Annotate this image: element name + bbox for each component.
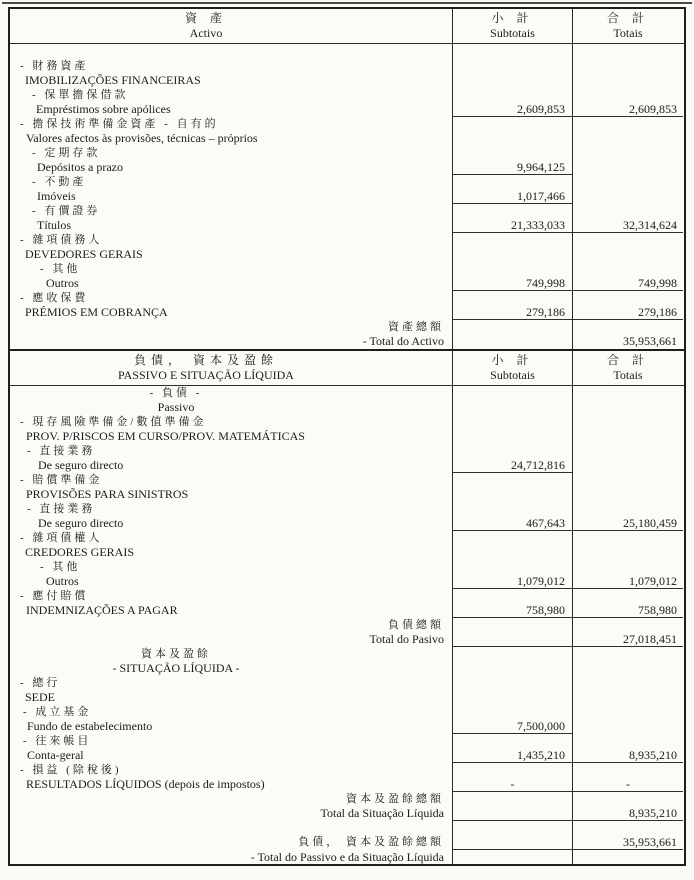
total-cell bbox=[572, 386, 683, 401]
row-label: - Total do Passivo e da Situação Líquida bbox=[250, 849, 444, 864]
subtotal-cell bbox=[452, 661, 572, 676]
subtotal-cell bbox=[452, 262, 572, 277]
row-label: - 賠償準備金 bbox=[20, 473, 103, 486]
subtotal-cell: 758,980 bbox=[452, 603, 572, 618]
subtotal-cell bbox=[452, 44, 572, 59]
balance-sheet bbox=[8, 7, 686, 866]
subtotal-cell bbox=[452, 734, 572, 749]
subtotal-cell bbox=[452, 59, 572, 74]
table-row bbox=[10, 88, 684, 103]
total-cell bbox=[572, 734, 683, 749]
total-cell bbox=[572, 647, 683, 662]
total-cell bbox=[572, 690, 683, 705]
subtotal-cell bbox=[452, 320, 572, 335]
row-label: - 有價證券 bbox=[32, 204, 101, 217]
subtotal-cell bbox=[452, 291, 572, 306]
subtotal-cell bbox=[452, 821, 572, 836]
subtotal-cell bbox=[452, 444, 572, 459]
subtotal-cell bbox=[452, 247, 572, 262]
subtotal-cell: 1,435,210 bbox=[452, 748, 572, 763]
table-row bbox=[10, 429, 684, 444]
table-row bbox=[10, 276, 684, 291]
header-label-cn: 負債， 資本及盈餘 bbox=[133, 352, 278, 367]
table-row bbox=[10, 146, 684, 161]
row-label: Passivo bbox=[157, 400, 195, 414]
total-cell bbox=[572, 146, 683, 161]
row-label: - 損益 (除稅後) bbox=[20, 763, 122, 776]
header-subtotals-cn: 小 計 bbox=[491, 352, 534, 367]
table-row bbox=[10, 415, 684, 430]
row-label: - 雜項債務人 bbox=[20, 233, 103, 246]
row-label: - 應付賠償 bbox=[20, 589, 89, 602]
row-label: CREDORES GERAIS bbox=[25, 545, 135, 559]
table-row bbox=[10, 386, 684, 401]
total-cell: 8,935,210 bbox=[572, 748, 683, 763]
total-cell bbox=[572, 763, 683, 778]
total-cell bbox=[572, 73, 683, 88]
row-label: - 擔保技術準備金資產 - 自有的 bbox=[20, 117, 219, 130]
table-row bbox=[10, 835, 684, 850]
total-cell: - bbox=[572, 777, 683, 792]
row-label: - 成立基金 bbox=[23, 705, 92, 718]
row-label: - 雜項債權人 bbox=[20, 531, 103, 544]
table-row bbox=[10, 473, 684, 488]
row-label: Outros bbox=[46, 276, 79, 290]
activo-table bbox=[10, 9, 684, 349]
header-totals bbox=[572, 9, 683, 43]
header-totals-cn: 合 計 bbox=[606, 352, 649, 367]
total-cell: 35,953,661 bbox=[572, 334, 683, 349]
table-row bbox=[10, 777, 684, 792]
table-row bbox=[10, 262, 684, 277]
row-label: Fundo de estabelecimento bbox=[27, 719, 153, 733]
row-label: Total do Pasivo bbox=[369, 632, 444, 646]
subtotal-cell bbox=[452, 487, 572, 502]
row-label: - 負債 - bbox=[149, 386, 203, 399]
total-cell bbox=[572, 415, 683, 430]
row-label: - 財務資產 bbox=[20, 59, 89, 72]
subtotal-cell bbox=[452, 618, 572, 633]
subtotal-cell bbox=[452, 88, 572, 103]
row-label: RESULTADOS LÍQUIDOS (depois de impostos) bbox=[26, 777, 265, 791]
table-row bbox=[10, 574, 684, 589]
total-cell: 35,953,661 bbox=[572, 835, 683, 850]
row-label: SEDE bbox=[25, 690, 55, 704]
header-subtotals-cn: 小 計 bbox=[491, 11, 534, 25]
subtotal-cell: 1,017,466 bbox=[452, 189, 572, 204]
header-subtotals-pt: Subtotais bbox=[490, 367, 535, 382]
subtotal-cell bbox=[452, 502, 572, 517]
header-subtotals bbox=[452, 351, 572, 385]
table-row bbox=[10, 806, 684, 821]
total-cell bbox=[572, 175, 683, 190]
header-label-pt: PASSIVO E SITUAÇÃO LÍQUIDA bbox=[118, 367, 294, 382]
row-label: - 定期存款 bbox=[32, 146, 101, 159]
row-label: PROVISÕES PARA SINISTROS bbox=[26, 487, 189, 501]
row-label: Total da Situação Líquida bbox=[320, 806, 444, 820]
table-row bbox=[10, 748, 684, 763]
total-cell: 27,018,451 bbox=[572, 632, 683, 647]
table-row bbox=[10, 131, 684, 146]
row-label: - Total do Activo bbox=[362, 334, 444, 348]
total-cell bbox=[572, 233, 683, 248]
table-row bbox=[10, 763, 684, 778]
row-label: - 其他 bbox=[40, 262, 81, 275]
total-cell bbox=[572, 204, 683, 219]
total-cell bbox=[572, 850, 683, 865]
total-cell bbox=[572, 160, 683, 175]
subtotal-cell bbox=[452, 400, 572, 415]
subtotal-cell bbox=[452, 690, 572, 705]
total-cell: 279,186 bbox=[572, 305, 683, 320]
table-row bbox=[10, 189, 684, 204]
subtotal-cell bbox=[452, 429, 572, 444]
table-row bbox=[10, 175, 684, 190]
subtotal-cell bbox=[452, 763, 572, 778]
row-label: Depósitos a prazo bbox=[37, 160, 123, 174]
row-label: - 保單擔保借款 bbox=[32, 88, 129, 101]
row-label: - 直接業務 bbox=[27, 502, 96, 515]
table-row bbox=[10, 603, 684, 618]
subtotal-cell bbox=[452, 705, 572, 720]
table-row bbox=[10, 676, 684, 691]
total-cell bbox=[572, 560, 683, 575]
table-row bbox=[10, 444, 684, 459]
total-cell bbox=[572, 400, 683, 415]
total-cell bbox=[572, 705, 683, 720]
total-cell bbox=[572, 117, 683, 132]
subtotal-cell: 749,998 bbox=[452, 276, 572, 291]
subtotal-cell bbox=[452, 647, 572, 662]
subtotal-cell: - bbox=[452, 777, 572, 792]
table-row bbox=[10, 305, 684, 320]
total-cell bbox=[572, 131, 683, 146]
table-row bbox=[10, 73, 684, 88]
row-label: 資產總額 bbox=[388, 320, 444, 333]
row-label: Outros bbox=[46, 574, 79, 588]
total-cell bbox=[572, 429, 683, 444]
table-row bbox=[10, 531, 684, 546]
total-cell bbox=[572, 247, 683, 262]
subtotal-cell bbox=[452, 560, 572, 575]
header-label-activo bbox=[10, 9, 452, 43]
row-label: 負債總額 bbox=[388, 618, 444, 631]
row-label: - SITUAÇÃO LÍQUIDA - bbox=[112, 661, 240, 675]
table-row bbox=[10, 589, 684, 604]
header-label-passivo bbox=[10, 351, 452, 385]
row-label: - 現存風險準備金/數值準備金 bbox=[20, 415, 207, 428]
header-label-cn: 資 產 bbox=[184, 11, 227, 25]
subtotal-cell bbox=[452, 415, 572, 430]
total-cell bbox=[572, 59, 683, 74]
passivo-table-body bbox=[10, 386, 684, 865]
table-row bbox=[10, 320, 684, 335]
subtotal-cell bbox=[452, 117, 572, 132]
table-row bbox=[10, 233, 684, 248]
row-label: Títulos bbox=[37, 218, 72, 232]
activo-table-header bbox=[10, 9, 684, 44]
row-label bbox=[10, 44, 452, 59]
header-totals-pt: Totais bbox=[613, 367, 643, 382]
header-totals bbox=[572, 351, 683, 385]
table-row bbox=[10, 59, 684, 74]
subtotal-cell bbox=[452, 131, 572, 146]
row-label: - 總行 bbox=[20, 676, 61, 689]
subtotal-cell: 467,643 bbox=[452, 516, 572, 531]
subtotal-cell bbox=[452, 531, 572, 546]
subtotal-cell bbox=[452, 792, 572, 807]
subtotal-cell bbox=[452, 175, 572, 190]
table-row bbox=[10, 204, 684, 219]
subtotal-cell bbox=[452, 632, 572, 647]
total-cell bbox=[572, 676, 683, 691]
total-cell: 2,609,853 bbox=[572, 102, 683, 117]
row-label: PROV. P/RISCOS EM CURSO/PROV. MATEMÁTICAS bbox=[26, 429, 305, 443]
table-row bbox=[10, 821, 684, 836]
total-cell bbox=[572, 618, 683, 633]
total-cell bbox=[572, 88, 683, 103]
subtotal-cell bbox=[452, 545, 572, 560]
row-label: DEVEDORES GERAIS bbox=[25, 247, 143, 261]
table-row bbox=[10, 850, 684, 865]
row-label: - 直接業務 bbox=[27, 444, 96, 457]
total-cell bbox=[572, 291, 683, 306]
row-label: De seguro directo bbox=[38, 516, 124, 530]
header-label-pt: Activo bbox=[189, 26, 223, 40]
total-cell: 758,980 bbox=[572, 603, 683, 618]
total-cell: 25,180,459 bbox=[572, 516, 683, 531]
row-label: INDEMNIZAÇÕES A PAGAR bbox=[26, 603, 178, 617]
row-label: Valores afectos às provisões, técnicas – próprios bbox=[26, 131, 258, 145]
row-label: - 不動產 bbox=[32, 175, 87, 188]
subtotal-cell bbox=[452, 233, 572, 248]
table-row bbox=[10, 516, 684, 531]
total-cell bbox=[572, 320, 683, 335]
total-cell bbox=[572, 189, 683, 204]
table-row bbox=[10, 400, 684, 415]
row-label: - 往來帳目 bbox=[23, 734, 92, 747]
total-cell bbox=[572, 262, 683, 277]
subtotal-cell bbox=[452, 850, 572, 865]
total-cell: 749,998 bbox=[572, 276, 683, 291]
total-cell bbox=[572, 487, 683, 502]
subtotal-cell bbox=[452, 334, 572, 349]
row-label: Imóveis bbox=[37, 189, 76, 203]
subtotal-cell bbox=[452, 473, 572, 488]
subtotal-cell: 21,333,033 bbox=[452, 218, 572, 233]
table-row bbox=[10, 690, 684, 705]
subtotal-cell: 24,712,816 bbox=[452, 458, 572, 473]
passivo-table-header bbox=[10, 351, 684, 386]
header-totals-cn: 合 計 bbox=[606, 11, 649, 25]
subtotal-cell: 9,964,125 bbox=[452, 160, 572, 175]
table-row bbox=[10, 618, 684, 633]
total-cell bbox=[572, 719, 683, 734]
subtotal-cell bbox=[452, 589, 572, 604]
table-row bbox=[10, 291, 684, 306]
subtotal-cell: 279,186 bbox=[452, 305, 572, 320]
total-cell bbox=[572, 44, 683, 59]
subtotal-cell: 7,500,000 bbox=[452, 719, 572, 734]
subtotal-cell bbox=[452, 676, 572, 691]
total-cell: 1,079,012 bbox=[572, 574, 683, 589]
subtotal-cell bbox=[452, 146, 572, 161]
table-row bbox=[10, 247, 684, 262]
subtotal-cell bbox=[452, 204, 572, 219]
total-cell bbox=[572, 589, 683, 604]
table-row bbox=[10, 160, 684, 175]
row-label: PRÉMIOS EM COBRANÇA bbox=[25, 305, 168, 319]
table-row bbox=[10, 44, 684, 59]
row-label: - 其他 bbox=[40, 560, 81, 573]
row-label: 資本及盈餘 bbox=[141, 647, 211, 660]
total-cell: 8,935,210 bbox=[572, 806, 683, 821]
row-label: De seguro directo bbox=[38, 458, 124, 472]
subtotal-cell: 2,609,853 bbox=[452, 102, 572, 117]
table-row bbox=[10, 705, 684, 720]
table-row bbox=[10, 647, 684, 662]
table-row bbox=[10, 334, 684, 349]
table-row bbox=[10, 458, 684, 473]
table-row bbox=[10, 719, 684, 734]
total-cell bbox=[572, 792, 683, 807]
subtotal-cell bbox=[452, 386, 572, 401]
table-row bbox=[10, 545, 684, 560]
row-label: 資本及盈餘總額 bbox=[346, 792, 444, 805]
passivo-table bbox=[10, 349, 684, 865]
total-cell bbox=[572, 545, 683, 560]
table-row bbox=[10, 661, 684, 676]
page-top-rule bbox=[2, 2, 692, 4]
total-cell: 32,314,624 bbox=[572, 218, 683, 233]
activo-table-body bbox=[10, 44, 684, 349]
total-cell bbox=[572, 444, 683, 459]
row-label bbox=[10, 821, 452, 836]
row-label: Empréstimos sobre apólices bbox=[36, 102, 171, 116]
table-row bbox=[10, 632, 684, 647]
table-row bbox=[10, 502, 684, 517]
row-label: - 應收保費 bbox=[20, 291, 89, 304]
total-cell bbox=[572, 502, 683, 517]
table-row bbox=[10, 218, 684, 233]
table-row bbox=[10, 487, 684, 502]
row-label: Conta-geral bbox=[27, 748, 84, 762]
header-totals-pt: Totais bbox=[613, 26, 643, 40]
header-subtotals bbox=[452, 9, 572, 43]
total-cell bbox=[572, 473, 683, 488]
total-cell bbox=[572, 531, 683, 546]
subtotal-cell: 1,079,012 bbox=[452, 574, 572, 589]
row-label: IMOBILIZAÇÕES FINANCEIRAS bbox=[25, 73, 201, 87]
table-row bbox=[10, 102, 684, 117]
total-cell bbox=[572, 661, 683, 676]
subtotal-cell bbox=[452, 806, 572, 821]
row-label: 負債， 資本及盈餘總額 bbox=[298, 836, 444, 848]
total-cell bbox=[572, 458, 683, 473]
table-row bbox=[10, 117, 684, 132]
total-cell bbox=[572, 821, 683, 836]
table-row bbox=[10, 734, 684, 749]
table-row bbox=[10, 792, 684, 807]
table-row bbox=[10, 560, 684, 575]
subtotal-cell bbox=[452, 73, 572, 88]
subtotal-cell bbox=[452, 835, 572, 850]
header-subtotals-pt: Subtotais bbox=[490, 26, 535, 40]
